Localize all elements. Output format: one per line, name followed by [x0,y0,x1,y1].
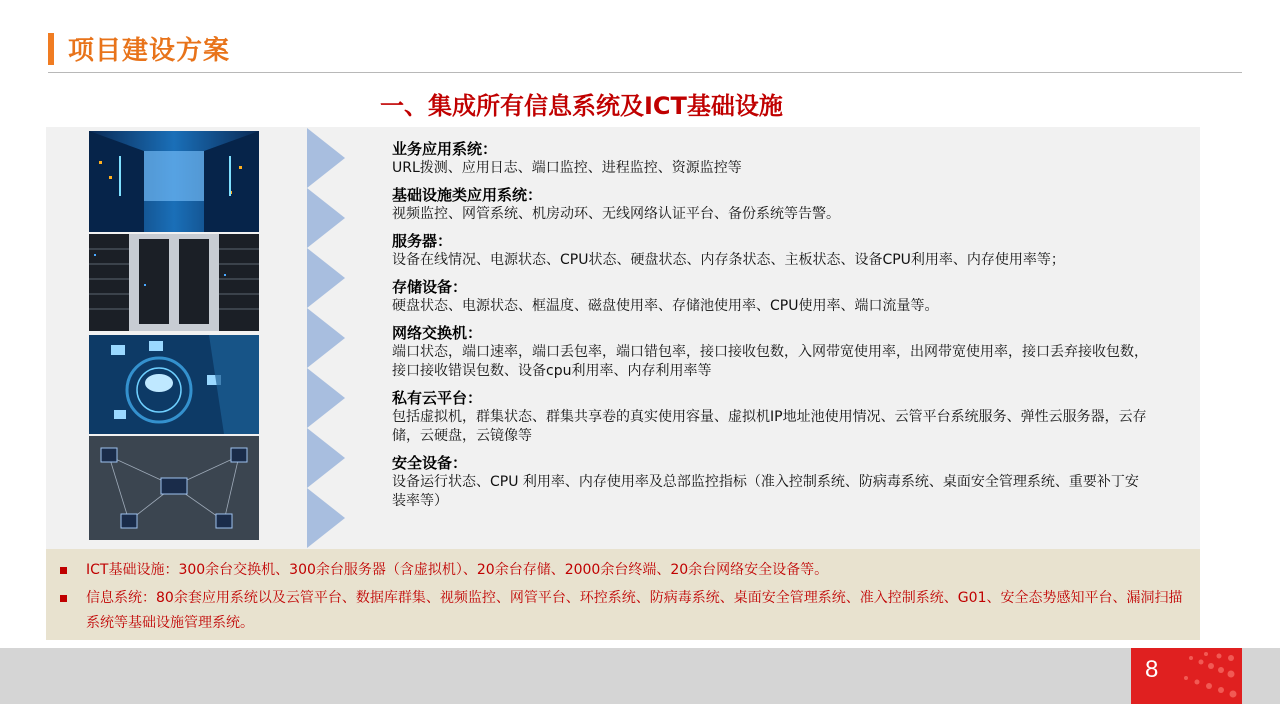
list-item [392,324,1152,381]
server-rack-photo [89,234,259,331]
chevron-arrow-icon [307,308,345,368]
data-center-photo [89,131,259,232]
list-item [392,186,1152,224]
item-heading: 服务器： [392,232,453,250]
item-heading: 网络交换机： [392,324,483,342]
summary-text: 信息系统：80余套应用系统以及云管平台、数据库群集、视频监控、网管平台、环控系统、防病毒系统、桌面安全管理系统、准入控制系统、G01、安全态势感知平台、漏洞扫描系统等基础设施管理系统。 [86,590,1183,631]
item-description: 设备在线情况、电源状态、CPU状态、硬盘状态、内存条状态、主板状态、设备CPU利用率、内存使用率等； [392,252,1065,268]
item-heading: 私有云平台： [392,389,483,407]
item-description: 硬盘状态、电源状态、框温度、磁盘使用率、存储池使用率、CPU使用率、端口流量等。 [392,298,939,314]
chevron-arrow-icon [307,248,345,308]
footer-bar [0,648,1280,704]
item-heading: 基础设施类应用系统： [392,186,543,204]
item-heading: 业务应用系统： [392,140,498,158]
item-heading: 存储设备： [392,278,468,296]
chevron-arrow-icon [307,368,345,428]
item-description: 包括虚拟机，群集状态、群集共享卷的真实使用容量、虚拟机IP地址池使用情况、云管平台系统服务、弹性云服务器，云存储，云硬盘，云镜像等 [392,409,1147,444]
summary-bullet [60,558,1190,583]
chevron-arrow-icon [307,428,345,488]
page-number-badge [1131,648,1242,704]
title-divider [48,72,1242,73]
summary-bullet [60,586,1190,636]
page-number: 8 [1145,656,1159,683]
list-item [392,454,1152,511]
bullet-square-icon [60,595,67,602]
title-accent-bar [48,33,54,65]
bullet-square-icon [60,567,67,574]
list-item [392,232,1152,270]
item-description: 设备运行状态、CPU 利用率、内存使用率及总部监控指标（准入控制系统、防病毒系统、桌面安全管理系统、重要补丁安装率等） [392,474,1139,509]
list-item [392,140,1152,178]
system-list [392,140,1152,519]
item-description: 端口状态，端口速率，端口丢包率，端口错包率，接口接收包数，入网带宽使用率，出网带宽使用率，接口丢弃接收包数，接口接收错误包数、设备cpu利用率、内存利用率等 [392,344,1148,379]
cloud-network-photo [89,335,259,434]
list-item [392,278,1152,316]
page-title: 项目建设方案 [68,36,231,66]
section-subtitle: 一、集成所有信息系统及ICT基础设施 [380,92,783,120]
item-heading: 安全设备： [392,454,468,472]
blockchain-network-photo [89,436,259,540]
list-item [392,389,1152,446]
chevron-arrow-icon [307,128,345,188]
chevron-arrow-icon [307,188,345,248]
summary-text: ICT基础设施：300余台交换机、300余台服务器（含虚拟机）、20余台存储、2000余台终端、20余台网络安全设备等。 [86,562,829,578]
chevron-column [307,128,347,549]
chevron-arrow-icon [307,488,345,548]
item-description: 视频监控、网管系统、机房动环、无线网络认证平台、备份系统等告警。 [392,206,840,222]
item-description: URL拨测、应用日志、端口监控、进程监控、资源监控等 [392,160,742,176]
